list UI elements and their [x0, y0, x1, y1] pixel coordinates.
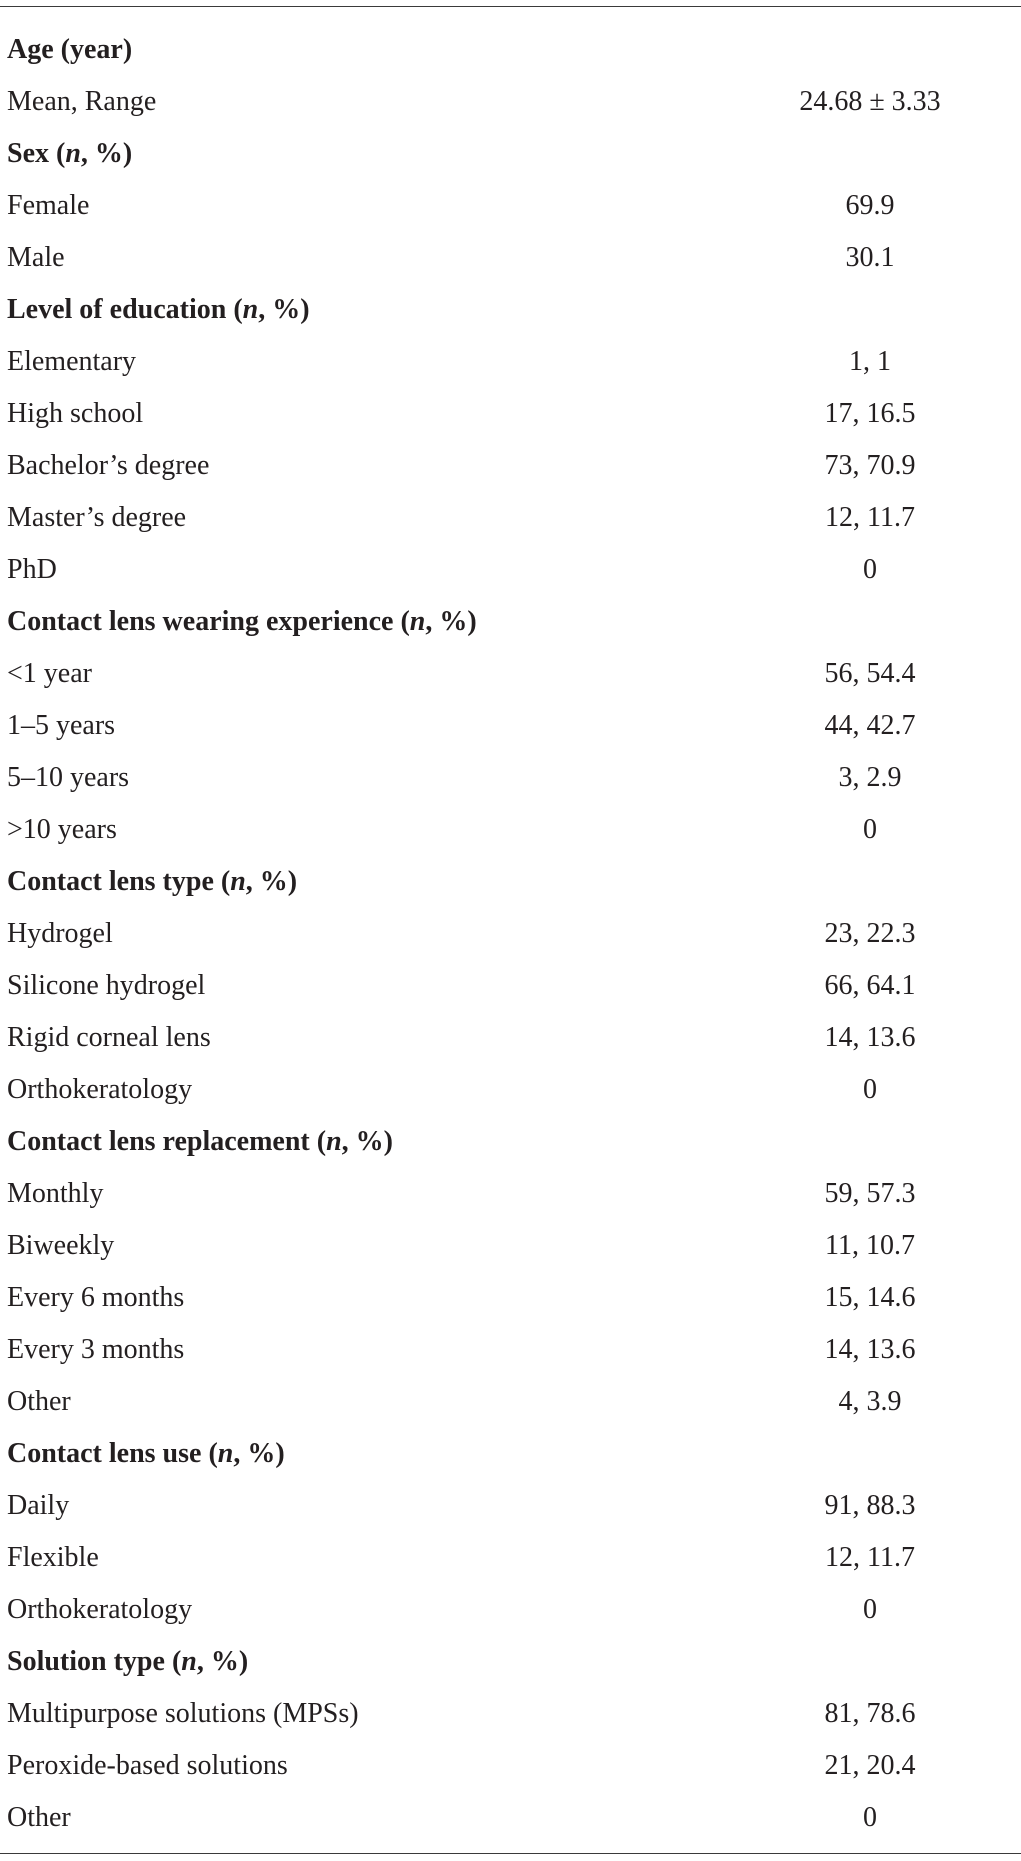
row-label: High school: [7, 398, 144, 429]
section-header-label: [7, 598, 477, 646]
table-row: [0, 390, 1021, 442]
section-header-label: [7, 286, 310, 334]
row-value: 66, 64.1: [824, 970, 916, 1001]
row-label: >10 years: [7, 814, 117, 845]
row-value: 23, 22.3: [824, 918, 916, 949]
table-row: [0, 1014, 1021, 1066]
table-row: [0, 702, 1021, 754]
row-label: Every 6 months: [7, 1282, 185, 1313]
section-header: [0, 1118, 1021, 1170]
section-header-title: Sex: [7, 138, 49, 169]
section-header: [0, 1430, 1021, 1482]
table-row: [0, 806, 1021, 858]
table-row: [0, 494, 1021, 546]
row-label: Master’s degree: [7, 502, 187, 533]
section-header-label: [7, 130, 132, 178]
section-header-suffix: (n, %): [171, 1646, 249, 1677]
row-label: PhD: [7, 554, 57, 585]
table-row: [0, 650, 1021, 702]
section-header: [0, 26, 1021, 78]
row-label: Other: [7, 1386, 71, 1417]
table-row: [0, 1794, 1021, 1846]
table-bottom-rule: [0, 1853, 1021, 1854]
table-row: [0, 1170, 1021, 1222]
section-header-title: Contact lens use: [7, 1438, 202, 1469]
section-header-title: Level of education: [7, 294, 227, 325]
table-row: [0, 234, 1021, 286]
row-label: Hydrogel: [7, 918, 113, 949]
row-value: 1, 1: [849, 346, 891, 377]
row-label: Monthly: [7, 1178, 104, 1209]
row-value: 69.9: [845, 190, 895, 221]
row-value: 12, 11.7: [825, 502, 915, 533]
row-label: Biweekly: [7, 1230, 115, 1261]
section-header-label: [7, 26, 132, 74]
table-row: [0, 1586, 1021, 1638]
row-label: <1 year: [7, 658, 92, 689]
section-header-suffix: (n, %): [400, 606, 477, 637]
table-row: [0, 1742, 1021, 1794]
section-header-suffix: (n, %): [208, 1438, 285, 1469]
section-header-title: Age (year): [7, 34, 133, 65]
row-value: 59, 57.3: [824, 1178, 916, 1209]
row-value: 91, 88.3: [824, 1490, 916, 1521]
table-row: [0, 754, 1021, 806]
section-header: [0, 858, 1021, 910]
row-label: Female: [7, 190, 90, 221]
row-label: Silicone hydrogel: [7, 970, 206, 1001]
table-row: [0, 442, 1021, 494]
section-header-title: Contact lens replacement: [7, 1126, 310, 1157]
row-value: 30.1: [845, 242, 895, 273]
section-header: [0, 130, 1021, 182]
row-value: 4, 3.9: [838, 1386, 902, 1417]
section-header-title: Contact lens type: [7, 866, 214, 897]
section-header-label: [7, 1118, 393, 1166]
table-row: [0, 1066, 1021, 1118]
row-label: Orthokeratology: [7, 1074, 193, 1105]
section-header-suffix: (n, %): [220, 866, 298, 897]
row-value: 15, 14.6: [824, 1282, 916, 1313]
table-row: [0, 1534, 1021, 1586]
row-label: Mean, Range: [7, 86, 157, 117]
table-top-rule: [0, 6, 1021, 7]
row-value: 3, 2.9: [838, 762, 902, 793]
row-value: 12, 11.7: [825, 1542, 915, 1573]
section-header: [0, 286, 1021, 338]
table-row: [0, 1690, 1021, 1742]
row-value: 0: [863, 1802, 877, 1833]
section-header-title: Contact lens wearing experience: [7, 606, 394, 637]
table-row: [0, 1274, 1021, 1326]
row-label: Every 3 months: [7, 1334, 185, 1365]
row-value: 17, 16.5: [824, 398, 916, 429]
row-value: 0: [863, 554, 877, 585]
section-header-label: [7, 858, 297, 906]
row-value: 14, 13.6: [824, 1022, 916, 1053]
row-label: Orthokeratology: [7, 1594, 193, 1625]
table-row: [0, 1378, 1021, 1430]
row-label: Male: [7, 242, 65, 273]
row-label: Flexible: [7, 1542, 99, 1573]
section-header-label: [7, 1638, 248, 1686]
section-header-label: [7, 1430, 285, 1478]
row-label: Peroxide-based solutions: [7, 1750, 288, 1781]
row-value: 24.68 ± 3.33: [799, 86, 941, 117]
table-row: [0, 910, 1021, 962]
row-label: Multipurpose solutions (MPSs): [7, 1698, 359, 1729]
table-row: [0, 1222, 1021, 1274]
row-value: 81, 78.6: [824, 1698, 916, 1729]
section-header-suffix: (n, %): [233, 294, 310, 325]
section-header: [0, 1638, 1021, 1690]
row-value: 11, 10.7: [825, 1230, 915, 1261]
row-value: 44, 42.7: [824, 710, 916, 741]
table-row: [0, 546, 1021, 598]
table-row: [0, 1326, 1021, 1378]
table-row: [0, 78, 1021, 130]
table-row: [0, 1482, 1021, 1534]
section-header: [0, 598, 1021, 650]
row-value: 56, 54.4: [824, 658, 916, 689]
row-label: Elementary: [7, 346, 137, 377]
row-label: Other: [7, 1802, 71, 1833]
table-row: [0, 338, 1021, 390]
section-header-title: Solution type: [7, 1646, 165, 1677]
table-row: [0, 182, 1021, 234]
row-label: 1–5 years: [7, 710, 116, 741]
row-value: 0: [863, 814, 877, 845]
row-value: 0: [863, 1594, 877, 1625]
row-label: 5–10 years: [7, 762, 130, 793]
section-header-suffix: (n, %): [316, 1126, 393, 1157]
row-label: Bachelor’s degree: [7, 450, 210, 481]
row-value: 21, 20.4: [824, 1750, 916, 1781]
row-value: 14, 13.6: [824, 1334, 916, 1365]
row-label: Daily: [7, 1490, 70, 1521]
section-header-suffix: (n, %): [56, 138, 133, 169]
table-body: [0, 26, 1021, 1846]
row-value: 0: [863, 1074, 877, 1105]
row-label: Rigid corneal lens: [7, 1022, 211, 1053]
table-row: [0, 962, 1021, 1014]
row-value: 73, 70.9: [824, 450, 916, 481]
